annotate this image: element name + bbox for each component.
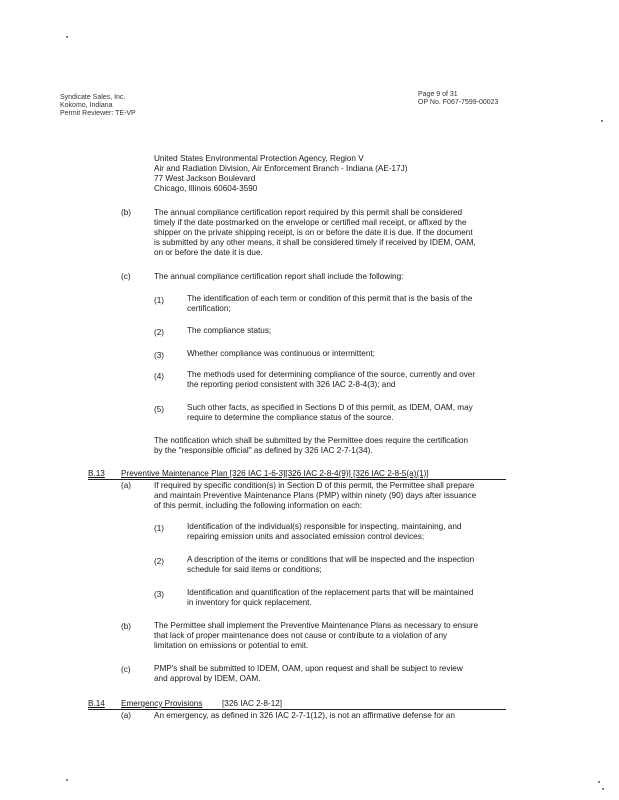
section-b13-number: B.13 (88, 469, 105, 478)
text-line: on or before the date it is due. (154, 248, 263, 257)
header-left (60, 94, 136, 118)
para-c-item-3 (187, 349, 375, 359)
header-reviewer: Permit Reviewer: TE-VP (60, 110, 136, 117)
text-line: of this permit, including the following information on each: (154, 501, 362, 510)
para-c-closing (154, 436, 468, 456)
text-line: Identification of the individual(s) responsible for inspecting, maintaining, and (187, 522, 462, 531)
section-b14-rule (88, 709, 506, 710)
item-number: (4) (154, 372, 165, 381)
text-line: and approval by IDEM, OAM. (154, 674, 261, 683)
para-c-label: (c) (121, 272, 131, 281)
section-b13-title: Preventive Maintenance Plan [326 IAC 1-6-3][326 IAC 2-8-4(9)] [326 IAC 2-8-5(a)(1)] (121, 469, 429, 478)
text-line: The methods used for determining compliance of the source, currently and over (187, 370, 476, 379)
para-c-intro: The annual compliance certification report shall include the following: (154, 272, 404, 281)
b14-a-text: An emergency, as defined in 326 IAC 2-7-1(12), is not an affirmative defense for an (154, 711, 455, 720)
scan-speck (601, 120, 603, 122)
text-line: A description of the items or conditions that will be inspected and the inspection (187, 555, 475, 564)
text-line: The compliance status; (187, 326, 272, 335)
text-line: The annual compliance certification report required by this permit shall be considered (154, 208, 463, 217)
section-b14-title: Emergency Provisions (121, 699, 203, 708)
scan-speck (602, 788, 604, 790)
b13-b-label: (b) (121, 622, 132, 631)
b14-a-label: (a) (121, 711, 132, 720)
para-b-text (154, 208, 476, 258)
text-line: schedule for said items or conditions; (187, 565, 322, 574)
header-permit-number: OP No. F067-7599-00023 (418, 99, 499, 106)
scan-speck (66, 779, 68, 781)
b13-a-item-1 (187, 522, 461, 542)
text-line: PMP's shall be submitted to IDEM, OAM, upon request and shall be subject to review (154, 664, 463, 673)
item-number: (3) (154, 351, 165, 360)
epa-address (154, 154, 407, 194)
section-b14-number: B.14 (88, 699, 105, 708)
item-number: (5) (154, 405, 165, 414)
b13-a-label: (a) (121, 481, 132, 490)
text-line: and maintain Preventive Maintenance Plans (PMP) within ninety (90) days after issuance (154, 491, 477, 500)
item-number: (1) (154, 296, 165, 305)
para-c-item-2 (187, 326, 271, 336)
text-line: in inventory for quick replacement. (187, 598, 312, 607)
text-line: by the "responsible official" as defined by 326 IAC 2-7-1(34). (154, 446, 373, 455)
header-company: Syndicate Sales, Inc. (60, 94, 126, 101)
item-number: (2) (154, 557, 165, 566)
address-line: United States Environmental Protection Agency, Region V (154, 154, 364, 163)
b13-a-item-2 (187, 555, 474, 575)
text-line: timely if the date postmarked on the envelope or certified mail receipt, or affixed by the (154, 218, 467, 227)
b13-b-text (154, 621, 478, 651)
text-line: certification; (187, 304, 231, 313)
text-line: Whether compliance was continuous or intermittent; (187, 349, 375, 358)
header-right (418, 91, 498, 107)
scan-speck (66, 36, 68, 38)
b13-c-text (154, 664, 463, 684)
text-line: that lack of proper maintenance does not cause or contribute to a violation of any (154, 631, 448, 640)
section-b13-rule (88, 479, 506, 480)
text-line: is submitted by any other means, it shall be considered timely if received by IDEM, OAM, (154, 238, 476, 247)
text-line: If required by specific condition(s) in Section D of this permit, the Permittee shall prepare (154, 481, 475, 490)
text-line: the reporting period consistent with 326 IAC 2-8-4(3); and (187, 380, 396, 389)
b13-a-item-3 (187, 588, 473, 608)
section-b14-cite: [326 IAC 2-8-12] (222, 699, 283, 708)
para-c-item-1 (187, 294, 472, 314)
item-number: (3) (154, 590, 165, 599)
item-number: (1) (154, 524, 165, 533)
para-c-item-4 (187, 370, 475, 390)
address-line: Air and Radiation Division, Air Enforcement Branch - Indiana (AE-17J) (154, 164, 408, 173)
address-line: 77 West Jackson Boulevard (154, 174, 256, 183)
scan-speck (598, 781, 600, 783)
text-line: repairing emission units and associated emission control devices; (187, 532, 425, 541)
text-line: Identification and quantification of the replacement parts that will be maintained (187, 588, 474, 597)
item-number: (2) (154, 328, 165, 337)
text-line: The identification of each term or condition of this permit that is the basis of the (187, 294, 473, 303)
text-line: The Permittee shall implement the Preventive Maintenance Plans as necessary to ensure (154, 621, 479, 630)
address-line: Chicago, Illinois 60604-3590 (154, 184, 258, 193)
para-c-item-5 (187, 403, 473, 423)
header-location: Kokomo, Indiana (60, 102, 113, 109)
b13-c-label: (c) (121, 665, 131, 674)
para-b-label: (b) (121, 208, 132, 217)
text-line: Such other facts, as specified in Sections D of this permit, as IDEM, OAM, may (187, 403, 473, 412)
text-line: shipper on the private shipping receipt, is on or before the date it is due. If the document (154, 228, 473, 237)
text-line: limitation on emissions or potential to emit. (154, 641, 309, 650)
header-page-number: Page 9 of 31 (418, 91, 458, 98)
text-line: The notification which shall be submitted by the Permittee does require the certification (154, 436, 469, 445)
b13-a-text (154, 481, 476, 511)
text-line: require to determine the compliance status of the source. (187, 413, 394, 422)
